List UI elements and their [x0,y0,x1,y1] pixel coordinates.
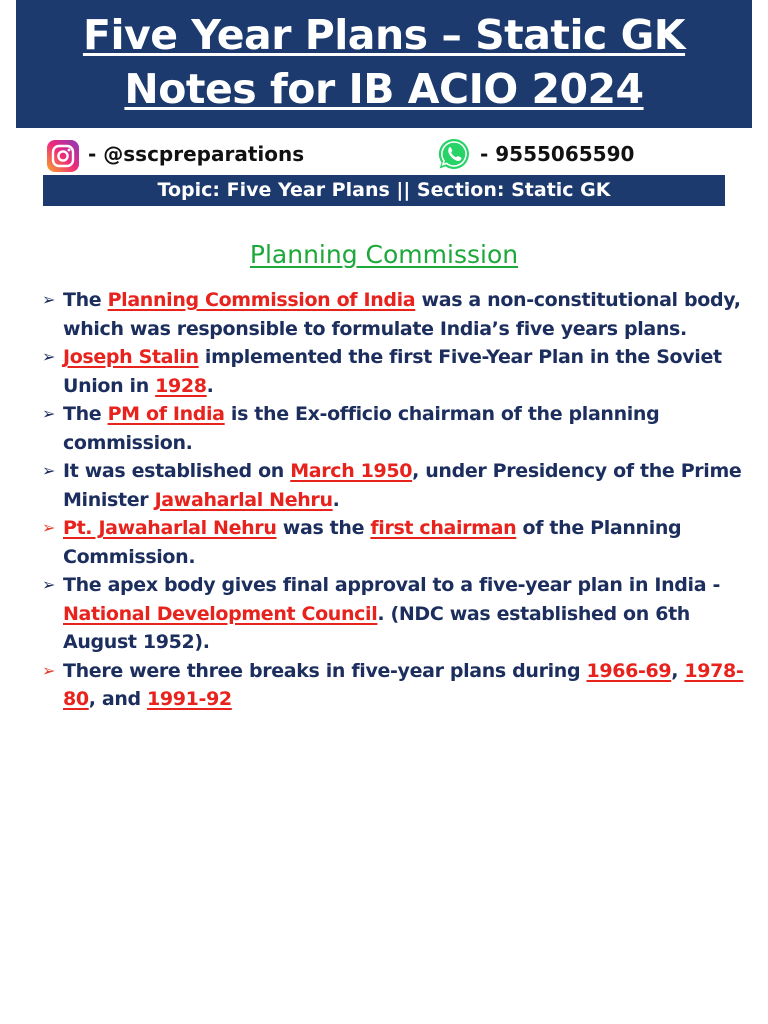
instagram-icon [47,140,79,172]
point-text: . [332,488,340,511]
topic-section-bar: Topic: Five Year Plans || Section: Static GK [43,175,725,206]
point-text: was a non-constitutional body, which was responsible to formulate India’s five years plans. [63,289,741,340]
arrow-bullet-icon: ➢ [42,347,56,366]
point-text: The [63,289,108,311]
arrow-bullet-icon: ➢ [42,461,56,480]
point-text: The [63,403,108,425]
highlight-text: 1928 [155,374,207,397]
point-text: The apex body gives final approval to a five-year plan in India - [63,574,720,596]
point-text: . (NDC was established on 6th August 1952). [63,602,690,653]
highlight-text: Planning Commission of India [107,289,416,311]
section-heading: Planning Commission [249,240,519,269]
arrow-bullet-icon: ➢ [42,575,56,594]
title-banner [16,0,752,128]
point-text: , and [88,688,148,710]
point-text: , under Presidency of the Prime Minister [63,460,742,511]
list-item [40,286,752,343]
point-text: There were three breaks in five-year plans during [63,659,587,682]
highlight-text: National Development Council [63,602,378,625]
list-item [40,514,752,571]
list-item [40,457,752,514]
point-text: implemented the first Five-Year Plan in the Soviet Union in [63,346,722,397]
page-title-line-1: Five Year Plans – Static GK [82,11,686,59]
highlight-text: first chairman [370,517,517,539]
point-text: , [671,659,685,682]
instagram-handle: - @sscpreparations [88,142,305,166]
highlight-text: Pt. Jawaharlal Nehru [63,517,277,539]
highlight-text: March 1950 [290,460,413,482]
point-text: . [206,374,214,397]
arrow-bullet-icon: ➢ [42,404,56,423]
planning-commission-points [40,286,752,714]
point-text: was the [276,517,371,539]
arrow-bullet-icon: ➢ [42,660,56,680]
point-text: is the Ex-officio chairman of the planning commission. [63,403,660,454]
list-item [40,657,752,714]
point-text: It was established on [63,460,291,482]
point-text: of the Planning Commission. [63,517,682,568]
whatsapp-icon [436,136,472,172]
list-item [40,571,752,657]
highlight-text: PM of India [107,403,225,425]
list-item [40,400,752,457]
highlight-text: Joseph Stalin [63,346,199,368]
highlight-text: 1966-69 [586,659,672,682]
arrow-bullet-icon: ➢ [42,518,56,537]
list-item [40,343,752,400]
highlight-text: Jawaharlal Nehru [154,488,333,511]
social-contact-row [0,136,768,176]
page-title-line-2: Notes for IB ACIO 2024 [124,65,644,113]
arrow-bullet-icon: ➢ [42,290,56,309]
highlight-text: 1978-80 [63,659,744,710]
whatsapp-number: - 9555065590 [480,142,635,166]
highlight-text: 1991-92 [147,688,232,710]
